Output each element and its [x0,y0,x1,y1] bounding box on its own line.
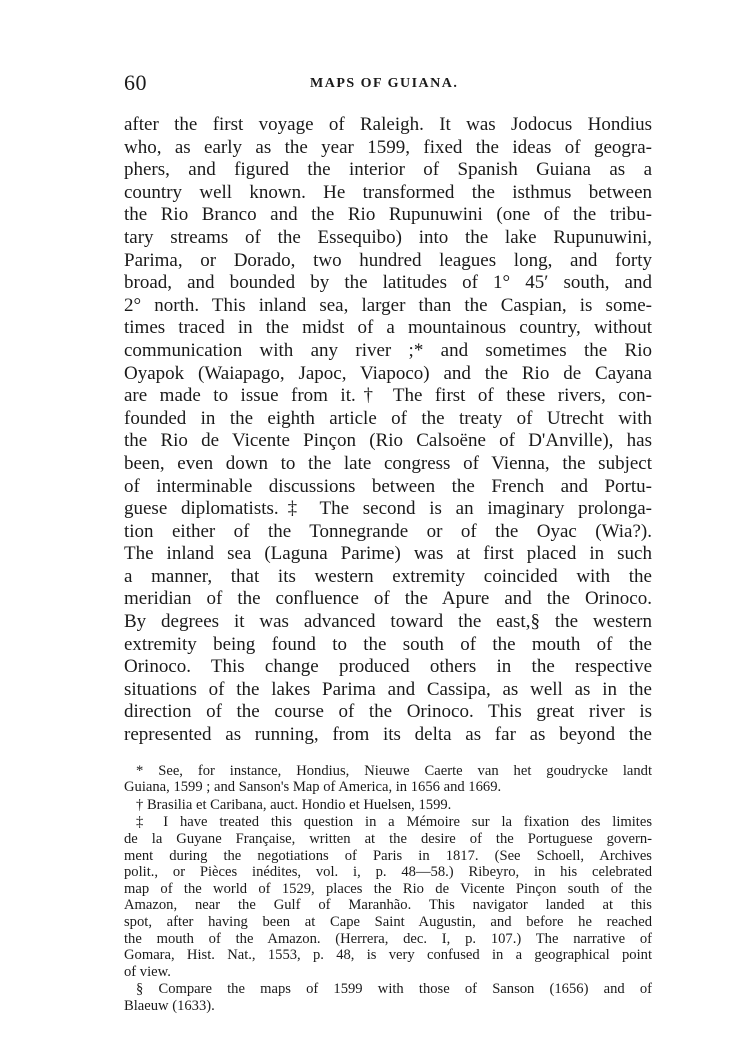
body-line: tion either of the Tonnegrande or of the Oyac (Wia?). [124,520,652,542]
footnote-line: polit., or Pièces inédites, vol. i, p. 48—58.) Ribeyro, in his celebrated [124,864,652,881]
running-title: MAPS OF GUIANA. [310,76,459,91]
body-line: a manner, that its western extremity coincided with the [124,565,652,587]
footnote [124,763,652,796]
footnote-line: map of the world of 1529, places the Rio de Vicente Pinçon south of the [124,880,652,897]
footnote-line: of view. [124,963,171,980]
body-line: guese diplomatists.‡ The second is an imaginary prolonga- [124,498,652,520]
body-line: represented as running, from its delta as far as beyond the [124,724,652,746]
footnote-line: ‡ I have treated this question in a Mémoire sur la fixation des limites [136,814,652,831]
footnote-line: § Compare the maps of 1599 with those of Sanson (1656) and of [136,981,652,998]
body-line: tary streams of the Essequibo) into the lake Rupunuwini, [124,226,652,248]
body-line: meridian of the confluence of the Apure and the Orinoco. [124,588,652,610]
body-line: Parima, or Dorado, two hundred leagues long, and forty [124,249,652,271]
footnote [124,797,652,814]
body-line: broad, and bounded by the latitudes of 1° 45′ south, and [124,272,652,294]
body-line: extremity being found to the south of the mouth of the [124,633,652,655]
footnote-line: ment during the negotiations of Paris in 1817. (See Schoell, Archives [124,847,652,864]
footnotes [124,763,652,1015]
footnote-line: the mouth of the Amazon. (Herrera, dec. I, p. 107.) The narrative of [124,930,652,947]
footnote-line: spot, after having been at Cape Saint Augustin, and before he reached [124,913,652,930]
body-line: of interminable discussions between the French and Portu- [124,475,652,497]
page-number: 60 [124,70,147,95]
footnote-line: Blaeuw (1633). [124,997,215,1014]
body-line: By degrees it was advanced toward the east,§ the western [124,611,652,633]
body-line: direction of the course of the Orinoco. This great river is [124,701,652,723]
body-line: phers, and figured the interior of Spanish Guiana as a [124,159,652,181]
footnote [124,814,652,980]
body-line: times traced in the midst of a mountainous country, without [124,317,652,339]
body-line: founded in the eighth article of the treaty of Utrecht with [124,407,652,429]
body-line: Oyapok (Waiapago, Japoc, Viapoco) and the Rio de Cayana [124,362,652,384]
body-line: the Rio de Vicente Pinçon (Rio Calsoëne of D'Anville), has [124,430,652,452]
footnote-line: Guiana, 1599 ; and Sanson's Map of America, in 1656 and 1669. [124,779,502,796]
body-line: 2° north. This inland sea, larger than the Caspian, is some- [124,294,652,316]
body-text [124,114,652,747]
footnote-line: * See, for instance, Hondius, Nieuwe Caerte van het goudrycke landt [136,762,652,779]
body-line: been, even down to the late congress of Vienna, the subject [124,452,652,474]
body-line: The inland sea (Laguna Parime) was at first placed in such [124,543,652,565]
body-line: the Rio Branco and the Rio Rupunuwini (one of the tribu- [124,204,652,226]
body-line: after the first voyage of Raleigh. It was Jodocus Hondius [124,114,652,135]
body-line: country well known. He transformed the isthmus between [124,181,652,203]
body-line: who, as early as the year 1599, fixed the ideas of geogra- [124,136,652,158]
footnote-line: Gomara, Hist. Nat., 1553, p. 48, is very confused in a geographical point [124,947,652,964]
body-line: communication with any river ;* and sometimes the Rio [124,339,652,361]
footnote-line: Amazon, near the Gulf of Maranhão. This navigator landed at this [124,897,652,914]
body-line: situations of the lakes Parima and Cassipa, as well as in the [124,678,652,700]
footnote [124,981,652,1014]
body-line: are made to issue from it.† The first of these rivers, con- [124,385,652,407]
book-page [124,70,652,1015]
running-head [124,70,652,100]
footnote-line: † Brasilia et Caribana, auct. Hondio et Huelsen, 1599. [136,796,452,813]
body-line: Orinoco. This change produced others in the respective [124,656,652,678]
footnote-line: de la Guyane Française, written at the desire of the Portuguese govern- [124,831,652,847]
